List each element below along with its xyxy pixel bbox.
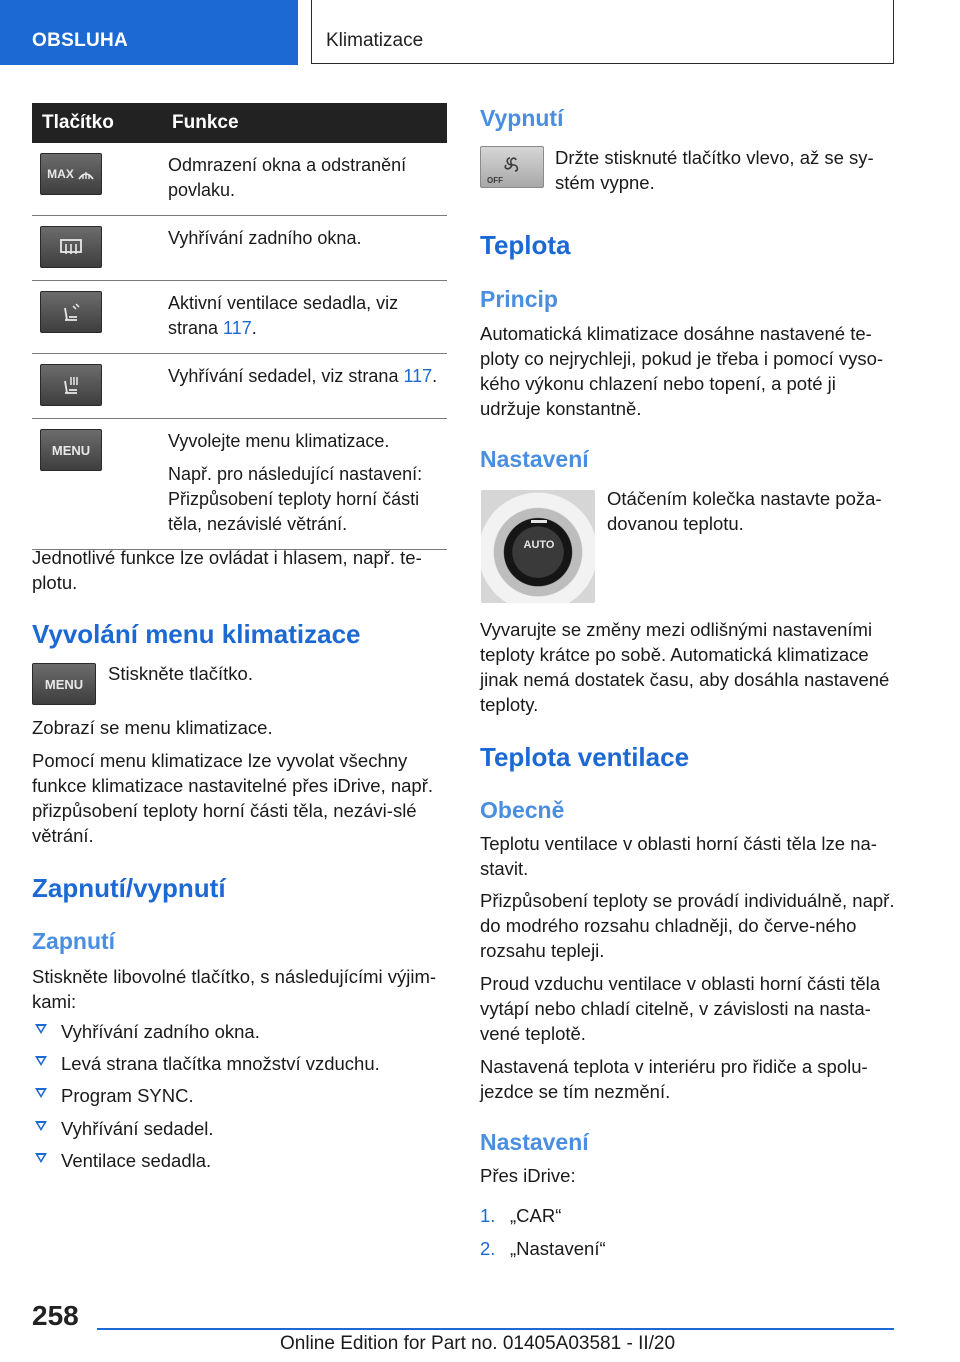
- fan-off-icon: OFF: [480, 146, 544, 188]
- table-cell: Aktivní ventilace sedadla, viz strana: [168, 293, 399, 338]
- seat-ventilation-icon: [40, 291, 102, 333]
- bullet-icon: [35, 1121, 47, 1131]
- list-item: 1. „CAR“: [480, 1205, 562, 1226]
- footer-divider: [97, 1328, 894, 1330]
- general-text-2: Přizpůsobení teploty se provádí individuálně, např. do modrého rozsahu chladněji, do červe-ného rozsahu tepleji.: [480, 890, 895, 961]
- list-item: Levá strana tlačítka množství vzduchu.: [35, 1051, 380, 1076]
- off-heading: Vypnutí: [480, 105, 564, 131]
- menu-button-icon: MENU: [32, 663, 96, 705]
- header-function: Funkce: [162, 103, 447, 143]
- temp-heading: Teplota: [480, 230, 571, 260]
- page-link[interactable]: 117: [403, 366, 433, 386]
- table-cell: Vyhřívání sedadel, viz strana: [168, 366, 399, 386]
- menu-button-icon: MENU: [40, 429, 102, 471]
- list-item: Vyhřívání zadního okna.: [35, 1019, 260, 1044]
- general-text-4: Nastavená teplota v interiéru pro řidiče a spolu-jezdce se tím nezmění.: [480, 1056, 868, 1102]
- list-item: Program SYNC.: [35, 1083, 194, 1108]
- table-row: [32, 419, 447, 550]
- table-cell: Vyvolejte menu klimatizace.: [168, 431, 390, 451]
- menu-shown-text: Zobrazí se menu klimatizace.: [32, 717, 273, 738]
- table-row: Vyhřívání sedadel, viz strana 117.: [32, 354, 447, 419]
- table-cell: Odmrazení okna a odstranění povlaku.: [162, 143, 447, 216]
- table-row: [32, 143, 447, 216]
- voice-control-text: Jednotlivé funkce lze ovládat i hlasem, např. te-plotu.: [32, 547, 422, 593]
- menu-heading: Vyvolání menu klimatizace: [32, 619, 361, 649]
- temperature-knob-image: [481, 490, 595, 603]
- on-text: Stiskněte libovolné tlačítko, s následujícími výjim-kami:: [32, 966, 437, 1012]
- off-text: Držte stisknuté tlačítko vlevo, až se sy-stém vypne.: [555, 147, 874, 193]
- button-function-table: [32, 103, 447, 550]
- list-item: Ventilace sedadla.: [35, 1148, 211, 1173]
- general-heading: Obecně: [480, 797, 565, 823]
- on-heading: Zapnutí: [32, 928, 116, 954]
- list-item: 2. „Nastavení“: [480, 1238, 606, 1259]
- setting-heading: Nastavení: [480, 446, 589, 472]
- page-number: 258: [32, 1300, 79, 1331]
- minus-icon: [531, 520, 547, 523]
- table-row: [32, 216, 447, 281]
- list-item: Vyhřívání sedadel.: [35, 1116, 214, 1141]
- menu-text: Pomocí menu klimatizace lze vyvolat všechny funkce klimatizace nastavitelné přes iDrive, např. přizpůsobení teploty horní části těla, nezávi-slé větrání.: [32, 750, 434, 846]
- chapter-title: Klimatizace: [326, 30, 424, 51]
- setting2-heading: Nastavení: [480, 1129, 589, 1155]
- via-idrive-text: Přes iDrive:: [480, 1165, 576, 1186]
- rear-window-heating-icon: [40, 226, 102, 268]
- menu-instruction: Stiskněte tlačítko.: [108, 663, 253, 684]
- setting-text: Otáčením kolečka nastavte poža-dovanou teplotu.: [607, 488, 882, 534]
- header-button: Tlačítko: [32, 103, 162, 143]
- section-tab: [0, 0, 298, 65]
- principle-text: Automatická klimatizace dosáhne nastavené te-ploty co nejrychleji, pokud je třeba i pomocí vyso-kého výkonu chlazení nebo topení, a poté ji udržuje konstantně.: [480, 323, 884, 419]
- general-text-3: Proud vzduchu ventilace v oblasti horní části těla vytápí nebo chladí citelně, v závislosti na nasta-vené teplotě.: [480, 973, 881, 1044]
- onoff-heading: Zapnutí/vypnutí: [32, 873, 226, 903]
- seat-heating-icon: [40, 364, 102, 406]
- bullet-icon: [35, 1153, 47, 1163]
- table-cell: Vyhřívání zadního okna.: [162, 216, 447, 281]
- table-cell-note: Např. pro následující nastavení: Přizpůsobení teploty horní části těla, nezávislé větrání.: [168, 464, 423, 534]
- edition-text: Online Edition for Part no. 01405A03581 - II/20: [280, 1333, 676, 1354]
- general-text-1: Teplotu ventilace v oblasti horní části těla lze na-stavit.: [480, 833, 877, 879]
- bullet-icon: [35, 1088, 47, 1098]
- bullet-icon: [35, 1056, 47, 1066]
- table-header: [32, 103, 447, 143]
- vent-heading: Teplota ventilace: [480, 742, 690, 772]
- page-link[interactable]: 117: [223, 318, 252, 338]
- section-label: OBSLUHA: [32, 30, 129, 51]
- chapter-tab: [311, 0, 894, 64]
- table-row: Aktivní ventilace sedadla, viz strana 117.: [32, 281, 447, 354]
- auto-label: AUTO: [523, 539, 555, 551]
- principle-heading: Princip: [480, 286, 558, 312]
- bullet-icon: [35, 1024, 47, 1034]
- max-defrost-icon: MAX: [40, 153, 102, 195]
- avoid-text: Vyvarujte se změny mezi odlišnými nastaveními teploty krátce po sobě. Automatická klimatizace jinak nemá dostatek času, aby dosáhla nastavené teploty.: [480, 619, 890, 715]
